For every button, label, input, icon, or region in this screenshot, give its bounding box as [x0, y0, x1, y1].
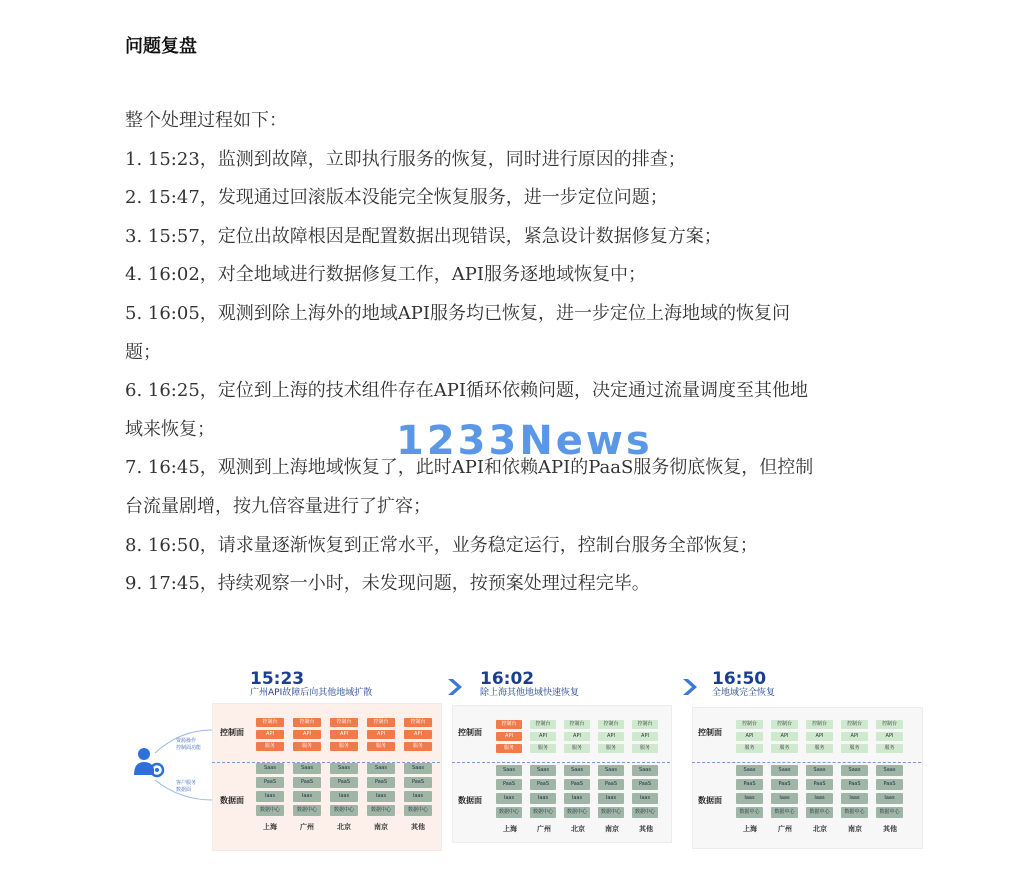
process-text — [125, 102, 935, 604]
data-cell: Iaas — [876, 793, 903, 804]
region-label: 上海 — [263, 823, 277, 831]
data-cell: Iaas — [496, 793, 522, 804]
data-cell: Saas — [404, 763, 432, 774]
data-cell: PaaS — [256, 777, 284, 788]
data-cell: 数据中心 — [404, 805, 432, 816]
stage-header — [712, 670, 775, 699]
step-line: 题； — [125, 341, 161, 363]
control-cell: 服务 — [841, 744, 868, 753]
control-cell: API — [293, 730, 321, 739]
control-cell: 控制台 — [806, 720, 833, 729]
data-cell: Saas — [771, 765, 798, 776]
user-note: 数据面 — [176, 787, 192, 793]
stage-caption: 广州API故障后向其他地域扩散 — [250, 688, 373, 698]
control-cell: 控制台 — [496, 720, 522, 729]
data-cell: Saas — [367, 763, 395, 774]
control-cell: 服务 — [564, 744, 590, 753]
data-cell: PaaS — [736, 779, 763, 790]
data-plane-label: 数据面 — [698, 796, 722, 805]
data-cell: Iaas — [330, 791, 358, 802]
control-cell: 控制台 — [330, 718, 358, 727]
control-cell: API — [876, 732, 903, 741]
control-cell: 服务 — [367, 742, 395, 751]
data-cell: Iaas — [632, 793, 658, 804]
data-cell: PaaS — [806, 779, 833, 790]
stage-header — [480, 670, 579, 699]
data-cell: PaaS — [367, 777, 395, 788]
data-cell: Iaas — [564, 793, 590, 804]
control-cell: API — [841, 732, 868, 741]
data-cell: 数据中心 — [530, 807, 556, 818]
data-plane-label: 数据面 — [220, 796, 244, 805]
data-cell: PaaS — [330, 777, 358, 788]
control-cell: 控制台 — [632, 720, 658, 729]
data-cell: 数据中心 — [367, 805, 395, 816]
data-cell: 数据中心 — [841, 807, 868, 818]
control-cell: 服务 — [496, 744, 522, 753]
control-cell: API — [598, 732, 624, 741]
chevron-right-icon — [680, 676, 702, 698]
control-cell: 控制台 — [404, 718, 432, 727]
control-cell: 服务 — [256, 742, 284, 751]
data-plane-label: 数据面 — [458, 796, 482, 805]
control-plane-label: 控制面 — [220, 728, 244, 737]
data-cell: PaaS — [841, 779, 868, 790]
region-label: 南京 — [605, 825, 619, 833]
region-label: 北京 — [813, 825, 827, 833]
watermark-logo: 1233News — [396, 418, 653, 464]
region-label: 广州 — [537, 825, 551, 833]
control-plane-label: 控制面 — [458, 728, 482, 737]
step-line: 域来恢复； — [125, 418, 215, 440]
data-cell: Saas — [496, 765, 522, 776]
control-cell: API — [736, 732, 763, 741]
stage-caption: 除上海其他地域快速恢复 — [480, 688, 580, 698]
data-cell: Iaas — [598, 793, 624, 804]
data-cell: 数据中心 — [293, 805, 321, 816]
data-cell: 数据中心 — [771, 807, 798, 818]
data-cell: 数据中心 — [806, 807, 833, 818]
control-cell: API — [496, 732, 522, 741]
data-cell: Saas — [293, 763, 321, 774]
control-cell: 控制台 — [256, 718, 284, 727]
intro-line: 整个处理过程如下： — [125, 110, 287, 131]
stage-time: 16:50 — [712, 669, 767, 689]
data-cell: 数据中心 — [496, 807, 522, 818]
data-cell: Iaas — [404, 791, 432, 802]
region-label: 北京 — [571, 825, 585, 833]
data-cell: 数据中心 — [876, 807, 903, 818]
step-line: 台流量剧增，按九倍容量进行了扩容； — [125, 495, 431, 517]
control-cell: 服务 — [330, 742, 358, 751]
user-note: 资源操作 — [176, 738, 197, 744]
region-label: 上海 — [503, 825, 517, 833]
data-cell: Iaas — [530, 793, 556, 804]
control-cell: API — [367, 730, 395, 739]
control-cell: 控制台 — [367, 718, 395, 727]
region-label: 其他 — [639, 825, 653, 833]
data-cell: Iaas — [367, 791, 395, 802]
control-cell: API — [330, 730, 358, 739]
data-cell: Saas — [330, 763, 358, 774]
data-cell: Iaas — [293, 791, 321, 802]
control-cell: 控制台 — [841, 720, 868, 729]
data-cell: Saas — [530, 765, 556, 776]
stage-header — [250, 670, 372, 699]
control-cell: API — [564, 732, 590, 741]
plane-divider — [452, 762, 670, 763]
control-cell: 控制台 — [564, 720, 590, 729]
control-cell: 服务 — [293, 742, 321, 751]
control-cell: 控制台 — [771, 720, 798, 729]
step-line: 1. 15:23，监测到故障，立即执行服务的恢复，同时进行原因的排查； — [125, 148, 686, 170]
data-cell: Saas — [256, 763, 284, 774]
step-line: 3. 15:57，定位出故障根因是配置数据出现错误，紧急设计数据修复方案； — [125, 225, 722, 247]
control-cell: 控制台 — [876, 720, 903, 729]
stage-time: 16:02 — [480, 669, 535, 689]
control-plane-label: 控制面 — [698, 728, 722, 737]
control-cell: 控制台 — [530, 720, 556, 729]
data-cell: PaaS — [564, 779, 590, 790]
control-cell: 服务 — [736, 744, 763, 753]
data-cell: PaaS — [598, 779, 624, 790]
data-cell: Iaas — [771, 793, 798, 804]
control-cell: API — [632, 732, 658, 741]
data-cell: 数据中心 — [256, 805, 284, 816]
data-cell: PaaS — [530, 779, 556, 790]
data-cell: PaaS — [496, 779, 522, 790]
data-cell: Iaas — [806, 793, 833, 804]
control-cell: API — [530, 732, 556, 741]
control-cell: 控制台 — [598, 720, 624, 729]
step-line: 2. 15:47，发现通过回滚版本没能完全恢复服务，进一步定位问题； — [125, 187, 668, 209]
region-label: 广州 — [300, 823, 314, 831]
control-cell: 服务 — [876, 744, 903, 753]
step-line: 5. 16:05，观测到除上海外的地域API服务均已恢复，进一步定位上海地域的恢复问 — [125, 302, 790, 324]
region-label: 南京 — [374, 823, 388, 831]
data-cell: Saas — [632, 765, 658, 776]
data-cell: 数据中心 — [330, 805, 358, 816]
data-cell: 数据中心 — [564, 807, 590, 818]
control-cell: 控制台 — [736, 720, 763, 729]
data-cell: 数据中心 — [632, 807, 658, 818]
stage-time: 15:23 — [250, 669, 305, 689]
control-cell: API — [806, 732, 833, 741]
user-note: 控制面功能 — [176, 745, 202, 751]
data-cell: PaaS — [404, 777, 432, 788]
section-title: 问题复盘 — [125, 36, 197, 57]
region-label: 上海 — [743, 825, 757, 833]
data-cell: Saas — [806, 765, 833, 776]
data-cell: Iaas — [841, 793, 868, 804]
region-label: 其他 — [883, 825, 897, 833]
data-cell: PaaS — [876, 779, 903, 790]
chevron-right-icon — [445, 676, 467, 698]
data-cell: Saas — [841, 765, 868, 776]
data-cell: Saas — [564, 765, 590, 776]
step-line: 7. 16:45，观测到上海地域恢复了，此时API和依赖API的PaaS服务彻底恢复，但控制 — [125, 457, 814, 479]
data-cell: PaaS — [771, 779, 798, 790]
data-cell: Saas — [736, 765, 763, 776]
data-cell: Iaas — [736, 793, 763, 804]
data-cell: PaaS — [632, 779, 658, 790]
step-line: 8. 16:50，请求量逐渐恢复到正常水平，业务稳定运行，控制台服务全部恢复； — [125, 534, 758, 556]
stage-caption: 全地域完全恢复 — [712, 688, 776, 698]
plane-divider — [692, 762, 921, 763]
step-line: 9. 17:45，持续观察一小时，未发现问题，按预案处理过程完毕。 — [125, 573, 650, 595]
region-label: 广州 — [778, 825, 792, 833]
control-cell: 服务 — [632, 744, 658, 753]
control-cell: 服务 — [806, 744, 833, 753]
data-cell: PaaS — [293, 777, 321, 788]
control-cell: 服务 — [598, 744, 624, 753]
step-line: 4. 16:02，对全地域进行数据修复工作，API服务逐地域恢复中； — [125, 264, 646, 286]
control-cell: API — [404, 730, 432, 739]
data-cell: Saas — [598, 765, 624, 776]
data-cell: Saas — [876, 765, 903, 776]
control-cell: 服务 — [530, 744, 556, 753]
control-cell: 控制台 — [293, 718, 321, 727]
user-note: 客户服务 — [176, 780, 197, 786]
control-cell: 服务 — [404, 742, 432, 751]
region-label: 其他 — [411, 823, 425, 831]
data-cell: 数据中心 — [598, 807, 624, 818]
data-cell: 数据中心 — [736, 807, 763, 818]
region-label: 南京 — [848, 825, 862, 833]
data-cell: Iaas — [256, 791, 284, 802]
flow-arrows-icon — [150, 725, 215, 805]
control-cell: API — [771, 732, 798, 741]
region-label: 北京 — [337, 823, 351, 831]
control-cell: 服务 — [771, 744, 798, 753]
step-line: 6. 16:25，定位到上海的技术组件存在API循环依赖问题，决定通过流量调度至其他地 — [125, 380, 808, 402]
control-cell: API — [256, 730, 284, 739]
